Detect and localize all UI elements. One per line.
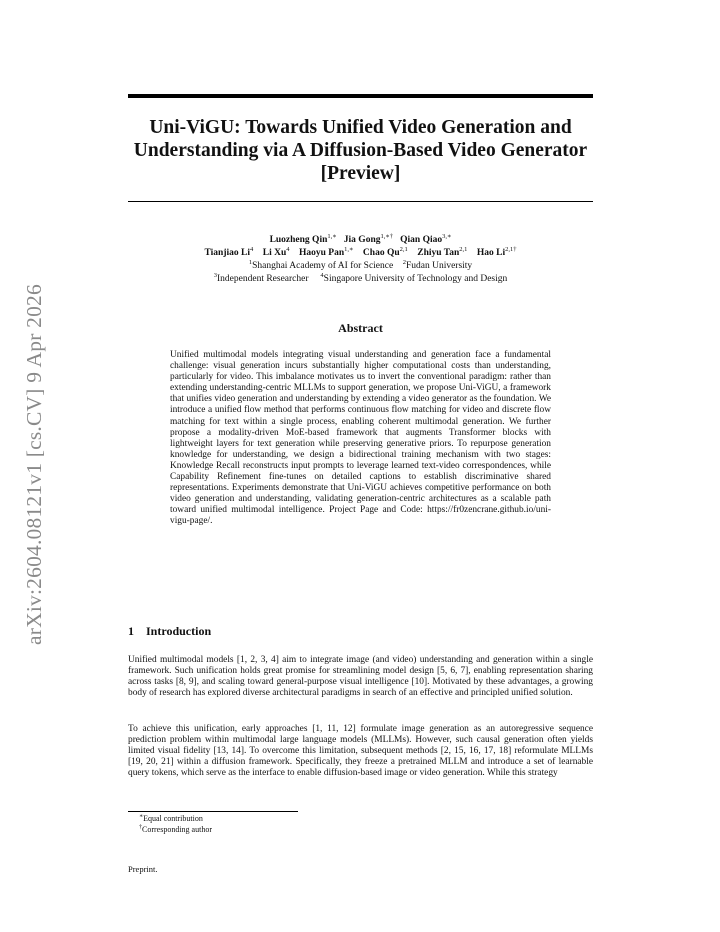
footnote-mark: ∗ xyxy=(139,813,144,820)
author-name: Zhiyu Tan xyxy=(417,248,460,258)
author-affiliation-mark: 1,∗ xyxy=(327,232,337,240)
author-name: Haoyu Pan xyxy=(298,248,345,258)
footnotes xyxy=(139,813,212,835)
author-affiliation-mark: 2,1† xyxy=(505,245,517,253)
author-affiliation-mark: 3,∗ xyxy=(442,232,452,240)
affiliation-mark: 1 xyxy=(248,258,253,266)
author-name: Li Xu xyxy=(262,248,287,258)
footnote xyxy=(139,824,212,835)
footnote-text: Corresponding author xyxy=(142,825,212,834)
affiliation-name: Shanghai Academy of AI for Science xyxy=(252,261,394,271)
affiliation-mark: 4 xyxy=(320,271,324,279)
footnote-mark: † xyxy=(139,824,142,831)
author-name: Tianjiao Li xyxy=(204,248,250,258)
arxiv-identifier xyxy=(19,264,49,664)
body-paragraph: To achieve this unification, early approaches [1, 11, 12] formulate image generation as an autoregressive sequence prediction problem within multimodal large language models (MLLMs). However, such causal generation often yields limited visual fidelity [13, 14]. To overcome this limitation, subsequent methods [2, 15, 16, 17, 18] reformulate MLLMs [19, 20, 21] within a diffusion framework. Specifically, they freeze a pretrained MLLM and introduce a set of learnable query tokens, which serve as the interface to enable diffusion-based image or video generation. While this strategy xyxy=(128,724,593,779)
author-line-2 xyxy=(128,247,593,260)
arxiv-identifier-text: arXiv:2604.08121v1 [cs.CV] 9 Apr 2026 xyxy=(21,283,46,645)
page-footer: Preprint. xyxy=(128,864,158,874)
abstract-heading: Abstract xyxy=(338,321,383,335)
author-affiliation-mark: 2,1 xyxy=(399,245,408,253)
body-paragraph: Unified multimodal models [1, 2, 3, 4] aim to integrate image (and video) understanding and generation within a single framework. Such unification holds great promise for streamlining model design [5, 6, 7], enabling representation sharing across tasks [8, 9], and scaling toward general-purpose visual intelligence [10]. Motivated by these advantages, a growing body of research has explored diverse architectural paradigms in search of an effective and principled unified solution. xyxy=(128,655,593,699)
affiliation-line-2 xyxy=(128,273,593,286)
author-name: Jia Gong xyxy=(343,235,381,245)
author-line-1 xyxy=(128,234,593,247)
author-name: Hao Li xyxy=(476,248,506,258)
abstract-text: Unified multimodal models integrating visual understanding and generation face a fundamental challenge: visual generation incurs substantially higher computational costs than understanding, particularly for video. This imbalance motivates us to invert the conventional paradigm: rather than extending understanding-centric MLLMs to support generation, we propose Uni-ViGU, a framework that unifies video generation and understanding by extending a video generator as the foundation. We introduce a unified flow method that performs continuous flow matching for video and discrete flow matching for text within a single process, enabling coherent multimodal generation. We further propose a modality-driven MoE-based framework that augments Transformer blocks with lightweight layers for text generation while preserving generative priors. To repurpose generation knowledge for understanding, we design a bidirectional training mechanism with two stages: Knowledge Recall reconstructs input prompts to leverage learned text-video correspondences, while Capability Refinement fine-tunes on detailed captions to establish discriminative shared representations. Experiments demonstrate that Uni-ViGU achieves competitive performance on both video generation and understanding, validating generation-centric architectures as a scalable path toward unified multimodal intelligence. Project Page and Code: https://fr0zencrane.github.io/uni-vigu-page/. xyxy=(170,350,551,527)
author-block xyxy=(128,234,593,286)
section-title: Introduction xyxy=(146,624,212,638)
title-rule-top xyxy=(128,94,593,98)
title-rule-bottom xyxy=(128,201,593,202)
author-name: Chao Qu xyxy=(362,248,400,258)
author-name: Luozheng Qin xyxy=(269,235,328,245)
affiliation-name: Singapore University of Technology and Design xyxy=(323,274,508,284)
author-affiliation-mark: 2,1 xyxy=(459,245,468,253)
footnote-text: Equal contribution xyxy=(143,814,203,823)
author-affiliation-mark: 4 xyxy=(249,245,254,253)
author-name: Qian Qiao xyxy=(400,235,443,245)
author-affiliation-mark: 1,∗ xyxy=(344,245,354,253)
author-affiliation-mark: 1,∗† xyxy=(380,232,394,240)
section-heading xyxy=(128,624,211,639)
affiliation-line-1 xyxy=(128,260,593,273)
affiliation-name: Fudan University xyxy=(405,261,473,271)
affiliation-name: Independent Researcher xyxy=(217,274,309,284)
affiliation-mark: 2 xyxy=(402,258,406,266)
footnote xyxy=(139,813,212,824)
paper-title: Uni-ViGU: Towards Unified Video Generation and Understanding via A Diffusion-Based Video Generator [Preview] xyxy=(133,117,588,184)
section-number: 1 xyxy=(128,624,134,638)
affiliation-mark: 3 xyxy=(213,271,217,279)
author-affiliation-mark: 4 xyxy=(286,245,290,253)
footnote-rule xyxy=(128,811,298,812)
